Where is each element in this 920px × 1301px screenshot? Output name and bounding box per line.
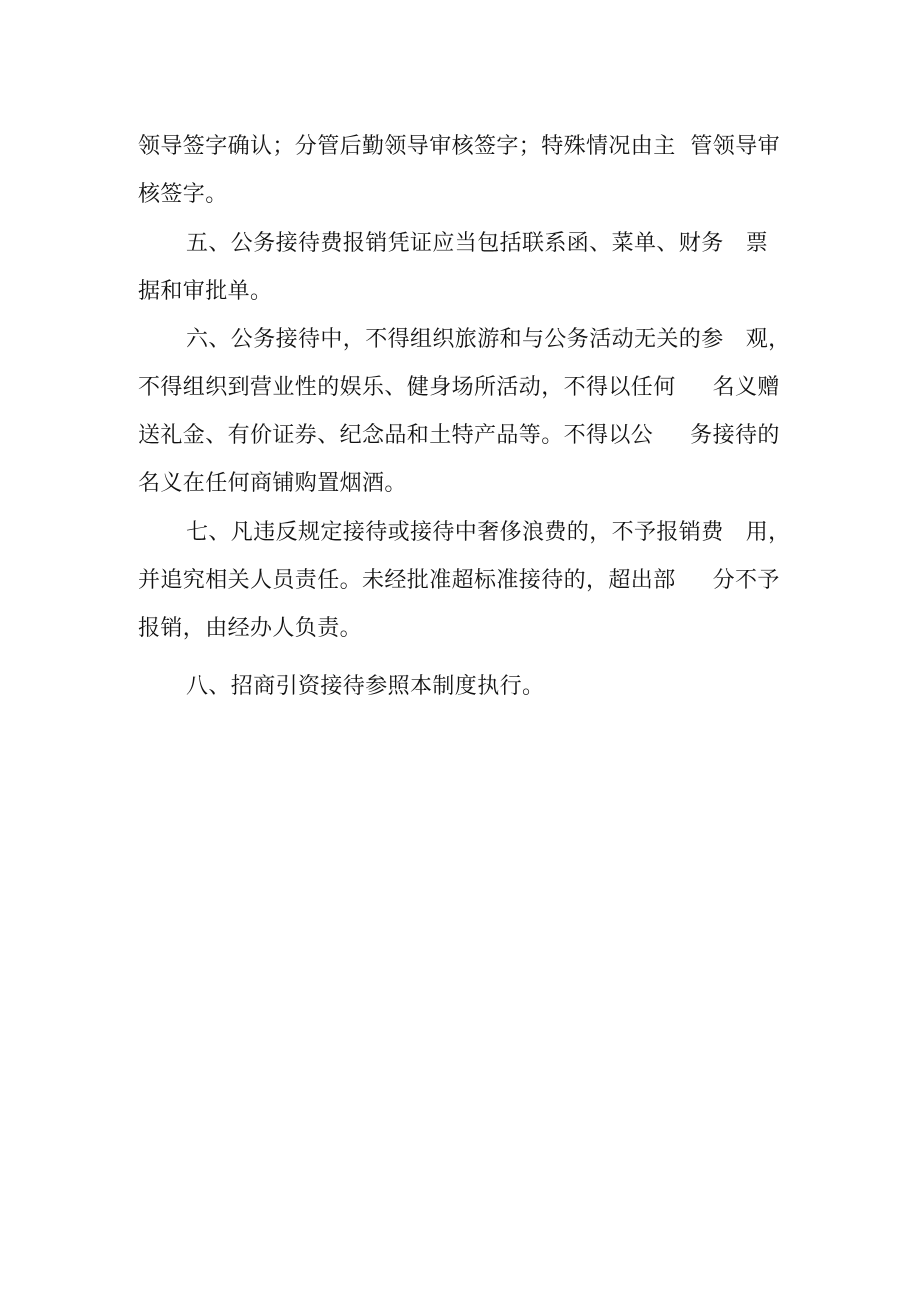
paragraph-7-line-2: 并追究相关人员责任。未经批准超标准接待的，超出部 分不予	[138, 568, 780, 593]
paragraph-6-line-1: 六、公务接待中，不得组织旅游和与公务活动无关的参 观，	[186, 327, 791, 352]
paragraph-6-line-4: 名义在任何商铺购置烟酒。	[138, 471, 407, 496]
text-line-2: 核签字。	[138, 182, 228, 207]
paragraph-6-line-3: 送礼金、有价证券、纪念品和土特产品等。不得以公 务接待的	[138, 423, 780, 448]
paragraph-7-line-3: 报销，由经办人负责。	[138, 616, 363, 641]
text-line-1: 领导签字确认；分管后勤领导审核签字；特殊情况由主 管领导审	[138, 134, 780, 159]
paragraph-5-line-1: 五、公务接待费报销凭证应当包括联系函、菜单、财务 票	[186, 231, 769, 256]
paragraph-6-line-2: 不得组织到营业性的娱乐、健身场所活动，不得以任何 名义赠	[138, 375, 780, 400]
paragraph-5-line-2: 据和审批单。	[138, 279, 273, 304]
paragraph-8-line-1: 八、招商引资接待参照本制度执行。	[186, 674, 545, 699]
paragraph-7-line-1: 七、凡违反规定接待或接待中奢侈浪费的，不予报销费 用，	[186, 520, 791, 545]
